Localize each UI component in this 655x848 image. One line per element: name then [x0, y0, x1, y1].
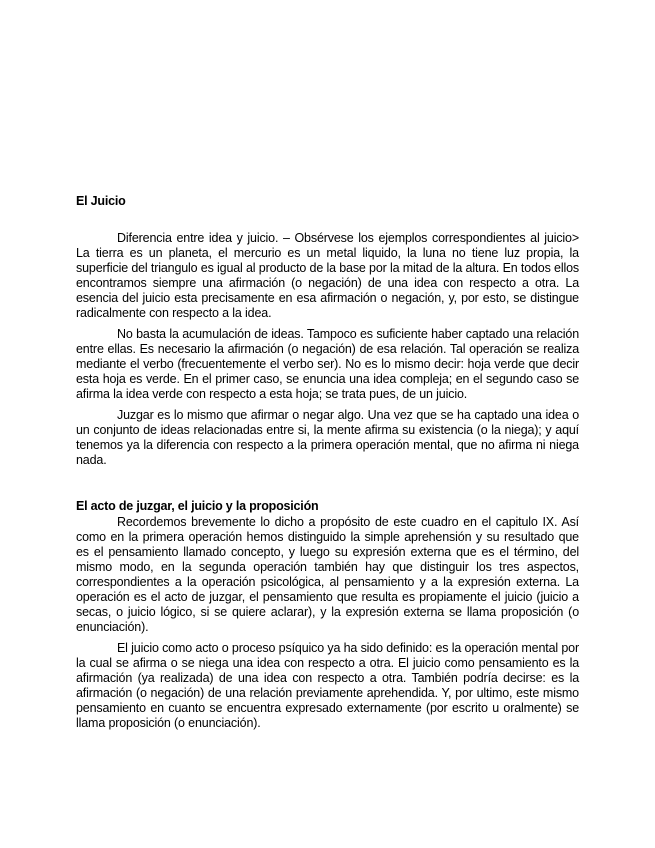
section-el-juicio	[76, 193, 579, 468]
paragraph: Juzgar es lo mismo que afirmar o negar algo. Una vez que se ha captado una idea o un conjunto de ideas relacionadas entre si, la mente afirma su existencia (o la niega); y aquí tenemos ya la diferencia con respecto a la primera operación mental, que no afirma ni niega nada.	[76, 408, 579, 467]
section-acto-de-juzgar	[76, 498, 579, 731]
paragraph: No basta la acumulación de ideas. Tampoco es suficiente haber captado una relación entre ellas. Es necesario la afirmación (o negación) de esa relación. Tal operación se realiza mediante el verbo (frecuentemente el verbo ser). No es lo mismo decir: hoja verde que decir esta hoja es verde. En el primer caso, se enuncia una idea compleja; en el segundo caso se afirma la idea verde con respecto a esta hoja; se trata pues, de un juicio.	[76, 327, 579, 401]
paragraph: Diferencia entre idea y juicio. – Obsérvese los ejemplos correspondientes al juicio> La tierra es un planeta, el mercurio es un metal liquido, la luna no tiene luz propia, la superficie del triangulo es igual al producto de la base por la mitad de la altura. En todos ellos encontramos siempre una afirmación (o negación) de una idea con respecto a otra. La esencia del juicio esta precisamente en esa afirmación o negación, y, por esto, se distingue radicalmente con respecto a la idea.	[76, 231, 579, 320]
section-title: El acto de juzgar, el juicio y la proposición	[76, 499, 319, 513]
section-title: El Juicio	[76, 194, 126, 208]
paragraph: Recordemos brevemente lo dicho a propósito de este cuadro en el capitulo IX. Así como en la primera operación hemos distinguido la simple aprehensión y su resultado que es el pensamiento llamado concepto, y luego su expresión externa que es el término, del mismo modo, en la segunda operación también hay que distinguir los tres aspectos, correspondientes a la operación psicológica, al pensamiento y a la expresión externa. La operación es el acto de juzgar, el pensamiento que resulta es propiamente el juicio (juicio a secas, o juicio lógico, si se quiere aclarar), y la expresión externa se llama proposición (o enunciación).	[76, 515, 579, 634]
paragraph: El juicio como acto o proceso psíquico ya ha sido definido: es la operación mental por la cual se afirma o se niega una idea con respecto a otra. El juicio como pensamiento es la afirmación (ya realizada) de una idea con respecto a otra. También podría decirse: es la afirmación (o negación) de una relación previamente aprehendida. Y, por ultimo, este mismo pensamiento en cuanto se encuentra expresado externamente (por escrito u oralmente) se llama proposición (o enunciación).	[76, 641, 579, 730]
document-body	[76, 193, 579, 731]
